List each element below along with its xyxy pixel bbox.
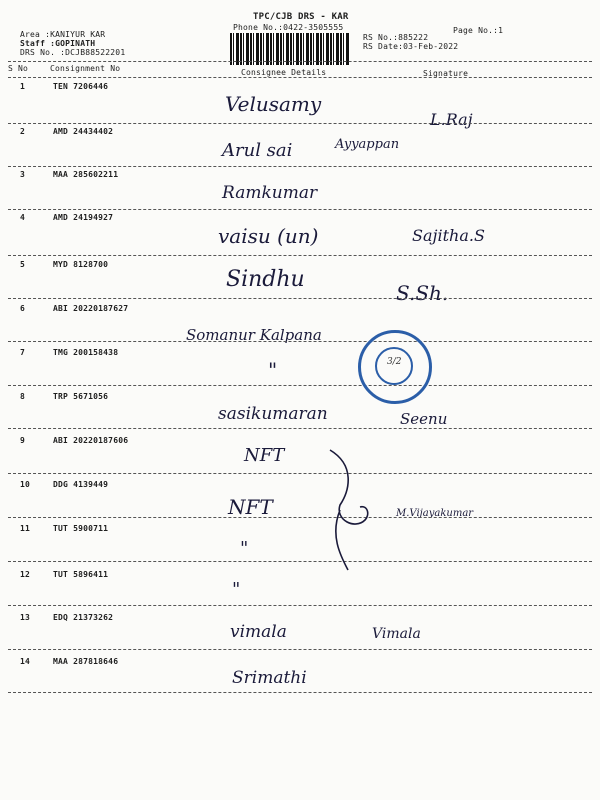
consignee-handwriting: vimala	[230, 622, 287, 642]
page-number: Page No.:1	[453, 26, 504, 35]
col-consignee: Consignee Details	[241, 68, 327, 77]
row-consignment: TRP 5671056	[53, 392, 109, 401]
row-divider	[8, 428, 592, 429]
phone-number: Phone No.:0422-3505555	[233, 23, 344, 32]
row-divider	[8, 605, 592, 606]
rs-date: RS Date:03-Feb-2022	[363, 42, 459, 51]
row-divider	[8, 341, 592, 342]
row-sno: 12	[20, 570, 31, 579]
row-consignment: AMD 24194927	[53, 213, 114, 222]
signature-handwriting: M.Vijayakumar	[396, 508, 474, 519]
row-divider	[8, 692, 592, 693]
col-signature: Signature	[423, 69, 469, 78]
consignee-handwriting: NFT	[244, 445, 285, 466]
row-consignment: EDQ 21373262	[53, 613, 114, 622]
row-divider	[8, 385, 592, 386]
consignee-handwriting: vaisu (un)	[218, 224, 319, 248]
consignee-handwriting: NFT	[228, 495, 273, 519]
row-sno: 13	[20, 613, 31, 622]
row-consignment: TUT 5896411	[53, 570, 109, 579]
company-stamp	[358, 330, 432, 404]
row-sno: 2	[20, 127, 26, 136]
consignee-handwriting: Somanur Kalpana	[186, 326, 322, 344]
staff-field: Staff :GOPINATH	[20, 39, 96, 48]
consignee-handwriting: sasikumaran	[218, 404, 328, 424]
row-sno: 5	[20, 260, 26, 269]
column-divider	[8, 77, 592, 78]
signature-handwriting: Vimala	[372, 626, 421, 642]
row-consignment: DDG 4139449	[53, 480, 109, 489]
consignee-handwriting: Ramkumar	[222, 183, 318, 203]
header-divider	[8, 61, 592, 62]
row-divider	[8, 209, 592, 210]
row-consignment: MYD 8128700	[53, 260, 109, 269]
brace-mark	[310, 445, 390, 575]
row-consignment: MAA 285602211	[53, 170, 119, 179]
consignee-handwriting: Srimathi	[232, 668, 307, 688]
row-divider	[8, 649, 592, 650]
consignee-handwriting: Sindhu	[226, 267, 305, 292]
col-sno: S No	[8, 64, 29, 73]
row-divider	[8, 561, 592, 562]
row-consignment: TMG 200158438	[53, 348, 119, 357]
row-consignment: TEN 7206446	[53, 82, 109, 91]
row-consignment: ABI 20220187627	[53, 304, 129, 313]
row-consignment: MAA 287818646	[53, 657, 119, 666]
row-sno: 7	[20, 348, 26, 357]
signature-handwriting: L.Raj	[430, 110, 473, 129]
consignee-handwriting: "	[268, 358, 278, 382]
drs-number: DRS No. :DCJB88522201	[20, 48, 126, 57]
row-sno: 6	[20, 304, 26, 313]
signature-handwriting: S.Sh.	[396, 281, 449, 305]
consignee-handwriting: Arul sai	[222, 140, 293, 161]
area-field: Area :KANIYUR KAR	[20, 30, 106, 39]
row-divider	[8, 298, 592, 299]
row-sno: 3	[20, 170, 26, 179]
consignee-handwriting: "	[232, 579, 241, 600]
row-divider	[8, 517, 592, 518]
consignee-handwriting: Velusamy	[225, 92, 322, 116]
row-sno: 1	[20, 82, 26, 91]
row-divider	[8, 123, 592, 124]
consignee-handwriting: "	[240, 538, 249, 559]
signature-handwriting: Sajitha.S	[412, 226, 485, 245]
signature-handwriting: Seenu	[400, 410, 448, 428]
row-consignment: AMD 24434402	[53, 127, 114, 136]
row-sno: 14	[20, 657, 31, 666]
row-sno: 11	[20, 524, 31, 533]
row-divider	[8, 166, 592, 167]
row-divider	[8, 473, 592, 474]
stamp-date: 3/2	[387, 357, 402, 367]
col-consignment: Consignment No	[50, 64, 121, 73]
row-divider	[8, 255, 592, 256]
signature-handwriting: Ayyappan	[335, 137, 400, 152]
row-consignment: TUT 5900711	[53, 524, 109, 533]
document-title: TPC/CJB DRS - KAR	[253, 12, 349, 22]
row-sno: 8	[20, 392, 26, 401]
row-sno: 9	[20, 436, 26, 445]
row-sno: 4	[20, 213, 26, 222]
row-consignment: ABI 20220187606	[53, 436, 129, 445]
rs-number: RS No.:885222	[363, 33, 429, 42]
row-sno: 10	[20, 480, 31, 489]
